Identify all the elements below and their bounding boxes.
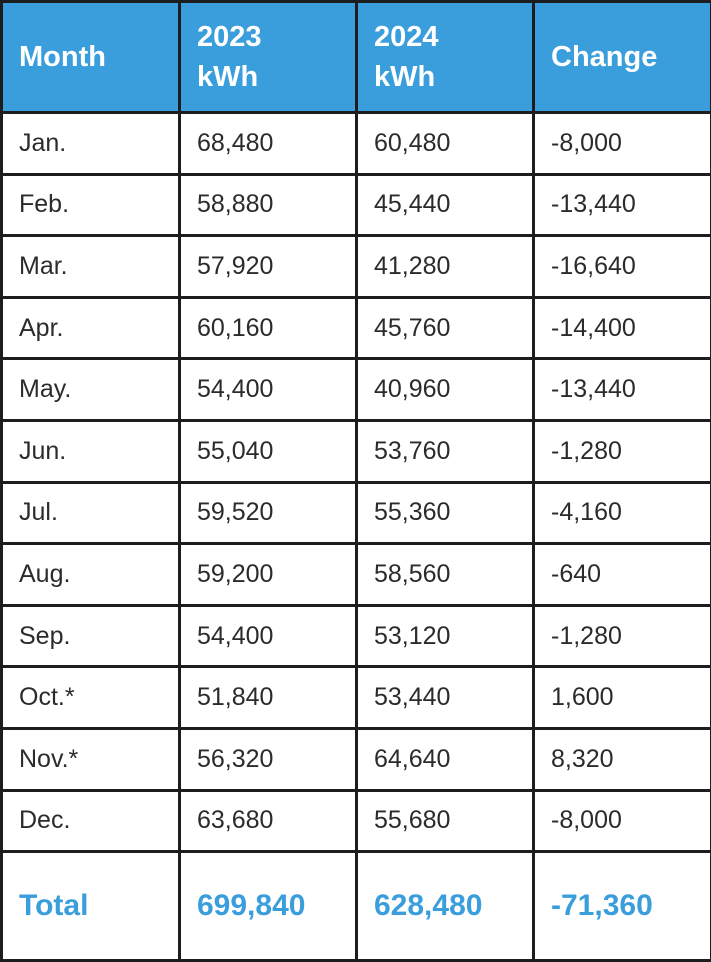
change-cell: -1,280	[534, 605, 711, 667]
2024-kwh-cell: 55,680	[357, 790, 534, 852]
header-month	[2, 2, 180, 113]
header-2024-kwh-line1: 2024	[374, 17, 532, 57]
month-cell: Jul.	[2, 482, 180, 544]
2023-kwh-cell: 58,880	[180, 174, 357, 236]
change-cell: -640	[534, 544, 711, 606]
month-cell: Dec.	[2, 790, 180, 852]
2024-kwh-cell: 40,960	[357, 359, 534, 421]
2024-kwh-cell: 53,120	[357, 605, 534, 667]
table-row	[2, 174, 711, 236]
month-cell: Oct.*	[2, 667, 180, 729]
month-cell: Jan.	[2, 113, 180, 175]
change-cell: -1,280	[534, 420, 711, 482]
2023-kwh-cell: 59,200	[180, 544, 357, 606]
change-cell: -4,160	[534, 482, 711, 544]
2024-kwh-cell: 60,480	[357, 113, 534, 175]
header-2023-kwh-line1: 2023	[197, 17, 355, 57]
2024-kwh-cell: 53,440	[357, 667, 534, 729]
header-change	[534, 2, 711, 113]
table-row	[2, 667, 711, 729]
table-row	[2, 790, 711, 852]
change-cell: -16,640	[534, 236, 711, 298]
2024-kwh-cell: 55,360	[357, 482, 534, 544]
month-cell: Feb.	[2, 174, 180, 236]
header-2024-kwh	[357, 2, 534, 113]
2023-kwh-cell: 63,680	[180, 790, 357, 852]
header-month-line1: Month	[19, 37, 178, 77]
month-cell: Jun.	[2, 420, 180, 482]
2024-kwh-cell: 45,760	[357, 297, 534, 359]
2024-kwh-cell: 64,640	[357, 728, 534, 790]
change-cell: 8,320	[534, 728, 711, 790]
month-cell: Apr.	[2, 297, 180, 359]
total-label: Total	[2, 852, 180, 961]
month-cell: Aug.	[2, 544, 180, 606]
change-cell: -8,000	[534, 113, 711, 175]
header-2024-kwh-line2: kWh	[374, 57, 532, 97]
header-2023-kwh-line2: kWh	[197, 57, 355, 97]
table-row	[2, 728, 711, 790]
2024-kwh-cell: 58,560	[357, 544, 534, 606]
2024-kwh-cell: 45,440	[357, 174, 534, 236]
table-row	[2, 113, 711, 175]
change-cell: -8,000	[534, 790, 711, 852]
table-row	[2, 544, 711, 606]
table-row	[2, 359, 711, 421]
2023-kwh-cell: 57,920	[180, 236, 357, 298]
table-body	[2, 113, 711, 852]
total-2023-kwh: 699,840	[180, 852, 357, 961]
total-row	[2, 852, 711, 961]
2023-kwh-cell: 51,840	[180, 667, 357, 729]
total-change: -71,360	[534, 852, 711, 961]
2024-kwh-cell: 41,280	[357, 236, 534, 298]
2023-kwh-cell: 56,320	[180, 728, 357, 790]
table-row	[2, 420, 711, 482]
change-cell: 1,600	[534, 667, 711, 729]
table-row	[2, 297, 711, 359]
2024-kwh-cell: 53,760	[357, 420, 534, 482]
total-2024-kwh: 628,480	[357, 852, 534, 961]
table-row	[2, 236, 711, 298]
2023-kwh-cell: 55,040	[180, 420, 357, 482]
header-change-line1: Change	[551, 37, 710, 77]
2023-kwh-cell: 59,520	[180, 482, 357, 544]
month-cell: Sep.	[2, 605, 180, 667]
change-cell: -14,400	[534, 297, 711, 359]
change-cell: -13,440	[534, 174, 711, 236]
2023-kwh-cell: 54,400	[180, 359, 357, 421]
header-2023-kwh	[180, 2, 357, 113]
table-row	[2, 605, 711, 667]
header-row	[2, 2, 711, 113]
month-cell: May.	[2, 359, 180, 421]
change-cell: -13,440	[534, 359, 711, 421]
2023-kwh-cell: 60,160	[180, 297, 357, 359]
2023-kwh-cell: 54,400	[180, 605, 357, 667]
month-cell: Mar.	[2, 236, 180, 298]
2023-kwh-cell: 68,480	[180, 113, 357, 175]
month-cell: Nov.*	[2, 728, 180, 790]
table-row	[2, 482, 711, 544]
